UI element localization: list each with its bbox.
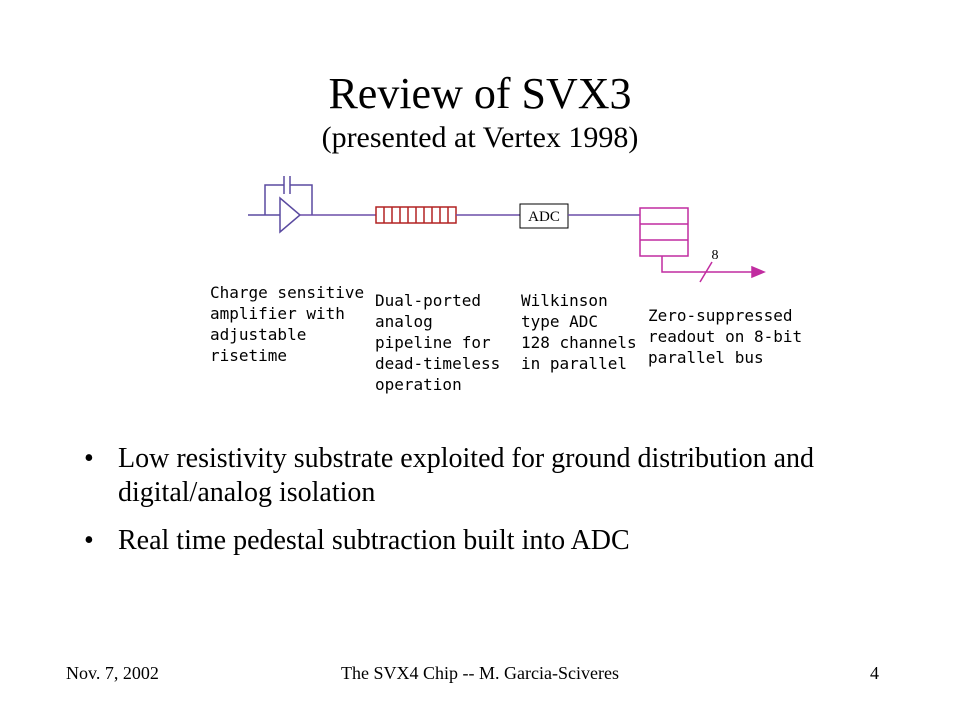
adc-label: ADC <box>528 209 560 225</box>
bullet-text: Low resistivity substrate exploited for ground distribution and digital/analog isolation <box>118 443 815 508</box>
amplifier-symbol <box>248 176 312 232</box>
bullet-item <box>80 524 900 558</box>
caption-adc: Wilkinson type ADC 128 channels in parallel <box>521 291 637 373</box>
amplifier-triangle <box>280 198 300 232</box>
bullet-list <box>80 442 900 572</box>
pipeline-symbol <box>376 207 456 223</box>
footer-center-text: The SVX4 Chip -- M. Garcia-Sciveres <box>341 663 619 683</box>
bullet-glyph: • <box>84 443 94 474</box>
readout-fifo-symbol <box>640 208 688 256</box>
bullet-item <box>80 442 900 510</box>
caption-amplifier: Charge sensitive amplifier with adjustable risetime <box>210 283 365 365</box>
output-bus-arrowhead <box>752 267 764 277</box>
caption-pipeline: Dual-ported analog pipeline for dead-timeless operation <box>375 291 501 394</box>
caption-readout: Zero-suppressed readout on 8-bit parallel bus <box>648 306 803 367</box>
bullet-text: Real time pedestal subtraction built into ADC <box>118 525 630 556</box>
footer-date: Nov. 7, 2002 <box>66 663 159 683</box>
fifo-body <box>640 208 688 256</box>
slide-title: Review of SVX3 <box>328 69 632 118</box>
footer-page-number: 4 <box>870 663 879 683</box>
bus-width-label: 8 <box>711 248 719 263</box>
slide-subtitle: (presented at Vertex 1998) <box>321 121 639 154</box>
bullet-glyph: • <box>84 525 94 556</box>
